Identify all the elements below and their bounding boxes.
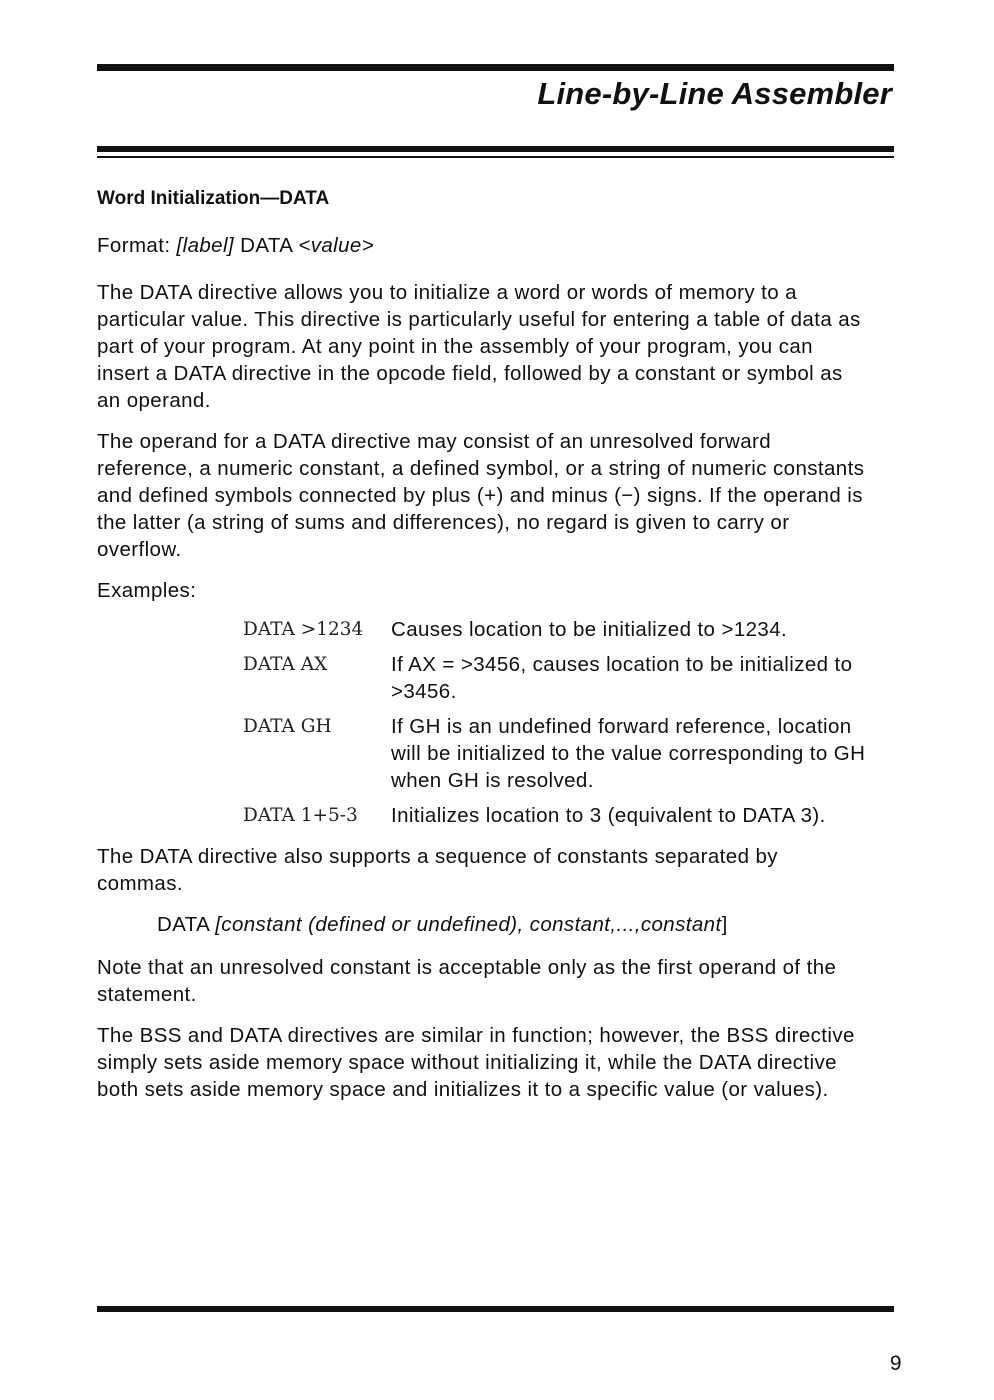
paragraph-intro: The DATA directive allows you to initialize a word or words of memory to a particular value. This directive is particularly useful for entering a table of data as part of your program. At any point in the assembly of your program, you can insert a DATA directive in the opcode field, followed by a constant or symbol as an operand. (97, 281, 861, 412)
format-prefix: Format: (97, 234, 177, 257)
syntax-part-3: ), constant,...,constant (510, 913, 722, 936)
section-heading: Word Initialization—DATA (97, 188, 330, 209)
header-rule-top (97, 64, 894, 71)
example-row (243, 802, 883, 829)
paragraph-note: Note that an unresolved constant is acceptable only as the first operand of the statement. (97, 956, 837, 1006)
example-code: DATA AX (243, 654, 328, 675)
page-number: 9 (889, 1352, 902, 1375)
header-rule-bottom-thick (97, 146, 894, 152)
example-code: DATA GH (243, 716, 332, 737)
chapter-title: Line-by-Line Assembler (537, 76, 892, 111)
header-rule-bottom-thin (97, 156, 894, 158)
example-description: If GH is an undefined forward reference, location will be initialized to the value corresponding to GH when GH is resolved. (391, 715, 866, 792)
syntax-keyword: DATA (157, 913, 216, 936)
example-code: DATA >1234 (243, 619, 364, 640)
example-row (243, 713, 883, 794)
example-row (243, 616, 883, 643)
example-description: If AX = >3456, causes location to be initialized to >3456. (391, 653, 853, 703)
syntax-part-1: [constant ( (215, 913, 316, 936)
example-code: DATA 1+5-3 (243, 805, 358, 826)
page-body (97, 188, 867, 1117)
example-description: Causes location to be initialized to >1234. (391, 618, 788, 641)
syntax-part-2: defined or undefined (315, 913, 511, 936)
example-description: Initializes location to 3 (equivalent to DATA 3). (391, 804, 826, 827)
format-line (97, 232, 867, 259)
format-label-arg: [label] (176, 234, 235, 257)
paragraph-operand: The operand for a DATA directive may consist of an unresolved forward reference, a numeric constant, a defined symbol, or a string of numeric constants and defined symbols connected by plus (+) and minus (−) signs. If the operand is the latter (a string of sums and differences), no regard is given to carry or overflow. (97, 430, 865, 561)
footer-rule (97, 1306, 894, 1312)
examples-label: Examples: (97, 579, 197, 602)
syntax-part-4: ] (721, 913, 728, 936)
paragraph-sequence: The DATA directive also supports a sequence of constants separated by commas. (97, 845, 778, 895)
format-keyword: DATA (234, 234, 299, 257)
example-row (243, 651, 883, 705)
examples-list (243, 616, 883, 829)
format-value-arg: <value> (298, 234, 375, 257)
paragraph-bss-comparison: The BSS and DATA directives are similar in function; however, the BSS directive simply sets aside memory space without initializing it, while the DATA directive both sets aside memory space and initializes it to a specific value (or values). (97, 1024, 855, 1101)
syntax-line (157, 911, 867, 938)
